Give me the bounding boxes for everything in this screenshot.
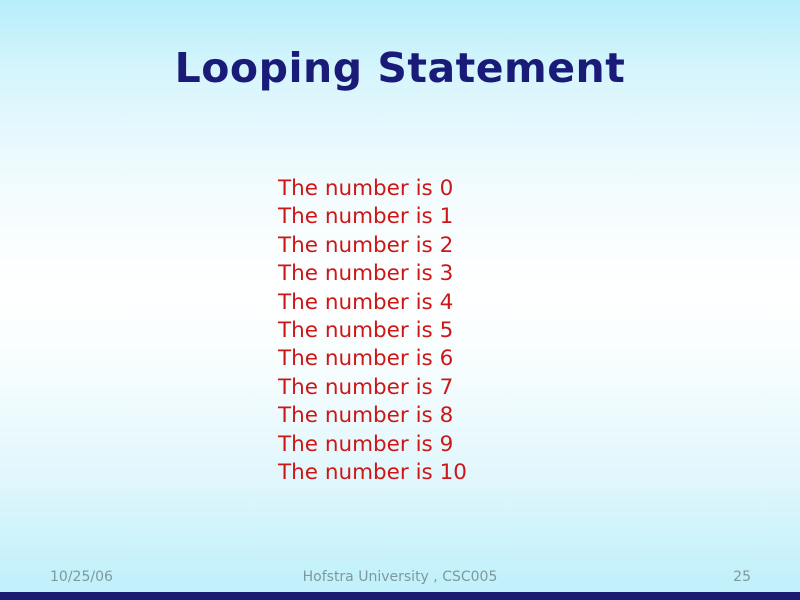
slide-footer (0, 569, 800, 589)
output-line: The number is 8 (278, 403, 454, 429)
slide-body-output-lines (278, 175, 467, 487)
output-line: The number is 6 (278, 346, 454, 372)
output-line: The number is 1 (278, 204, 454, 230)
output-line: The number is 3 (278, 261, 454, 287)
output-line: The number is 10 (278, 460, 467, 486)
output-line: The number is 4 (278, 289, 454, 315)
footer-page-number: 25 (733, 569, 751, 585)
footer-date: 10/25/06 (50, 569, 113, 585)
output-line: The number is 2 (278, 232, 454, 258)
footer-course-label: Hofstra University , CSC005 (302, 569, 498, 585)
slide-title: Looping Statement (174, 44, 626, 92)
output-line: The number is 9 (278, 431, 454, 457)
output-line: The number is 7 (278, 374, 454, 400)
output-line: The number is 5 (278, 318, 454, 344)
bottom-accent-bar (0, 592, 800, 600)
output-line: The number is 0 (278, 176, 454, 201)
